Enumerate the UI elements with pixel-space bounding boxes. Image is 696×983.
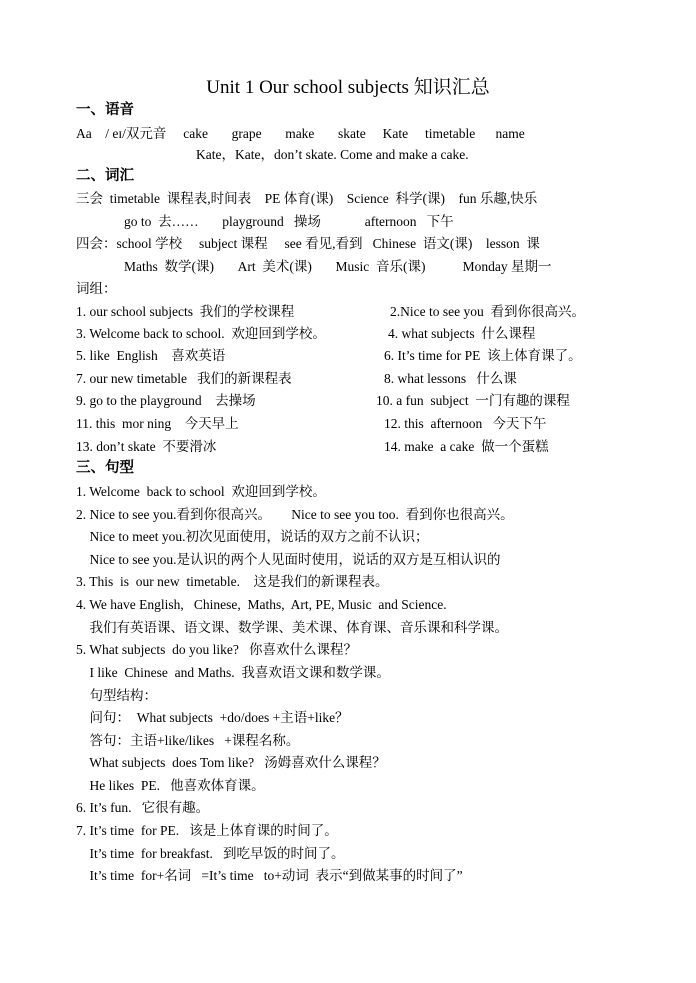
phrase-row — [0, 324, 696, 344]
phrase-right: 14. make a cake 做一个蛋糕 — [384, 439, 549, 454]
phrase-right: 10. a fun subject 一门有趣的课程 — [376, 393, 570, 408]
phrases-heading: 词组： — [76, 281, 117, 296]
sihui-line-1: 四会：school 学校 subject 课程 see 看见,看到 Chinese 语文(课) lesson 课 — [76, 236, 540, 251]
phrase-row — [0, 414, 696, 434]
sentence-line: 答句：主语+like/likes +课程名称。 — [76, 733, 300, 748]
sentence-line: 7. It’s time for PE. 该是上体育课的时间了。 — [76, 823, 338, 838]
sentence-line: 3. This is our new timetable. 这是我们的新课程表。 — [76, 574, 389, 589]
phonics-chant: Kate，Kate，don’t skate. Come and make a cake. — [196, 147, 469, 162]
sentence-line: It’s time for+名词 =It’s time to+动词 表示“到做某事的时间了” — [76, 868, 463, 883]
sentence-line: What subjects does Tom like? 汤姆喜欢什么课程？ — [76, 755, 386, 770]
sentence-line: I like Chinese and Maths. 我喜欢语文课和数学课。 — [76, 665, 390, 680]
sanhui-line-1: 三会 timetable 课程表,时间表 PE 体育(课) Science 科学(课) fun 乐趣,快乐 — [76, 191, 538, 206]
phrase-right: 2.Nice to see you 看到你很高兴。 — [390, 304, 585, 319]
sentence-line: 2. Nice to see you.看到你很高兴。 Nice to see you too. 看到你也很高兴。 — [76, 507, 514, 522]
sentence-line: 6. It’s fun. 它很有趣。 — [76, 800, 210, 815]
sentence-line: 5. What subjects do you like? 你喜欢什么课程？ — [76, 642, 357, 657]
sentence-line: 4. We have English, Chinese, Maths, Art, PE, Music and Science. — [76, 597, 447, 612]
phrase-left: 3. Welcome back to school. 欢迎回到学校。 — [76, 326, 326, 341]
section-heading-phonics: 一、语音 — [76, 102, 134, 118]
sentence-line: 句型结构： — [76, 688, 157, 703]
phrase-right: 8. what lessons 什么课 — [384, 371, 517, 386]
page-title: Unit 1 Our school subjects 知识汇总 — [206, 77, 490, 98]
phrase-left: 1. our school subjects 我们的学校课程 — [76, 304, 295, 319]
sentence-line: 问句： What subjects +do/does +主语+like？ — [76, 710, 349, 725]
phrase-row — [0, 302, 696, 322]
sentence-line: Nice to meet you.初次见面使用，说话的双方之前不认识； — [76, 529, 429, 544]
phrase-row — [0, 437, 696, 457]
sentence-line: It’s time for breakfast. 到吃早饭的时间了。 — [76, 846, 345, 861]
phrase-right: 12. this afternoon 今天下午 — [384, 416, 547, 431]
phrase-left: 9. go to the playground 去操场 — [76, 393, 256, 408]
phrase-right: 4. what subjects 什么课程 — [388, 326, 536, 341]
phrase-right: 6. It’s time for PE 该上体育课了。 — [384, 348, 582, 363]
phrase-left: 7. our new timetable 我们的新课程表 — [76, 371, 292, 386]
sentence-line: 我们有英语课、语文课、数学课、美术课、体育课、音乐课和科学课。 — [76, 620, 508, 635]
section-heading-vocabulary: 二、词汇 — [76, 168, 134, 184]
phonics-line: Aa / eɪ/双元音 cake grape make skate Kate timetable name — [76, 126, 525, 141]
phrase-left: 13. don’t skate 不要滑冰 — [76, 439, 217, 454]
sihui-line-2: Maths 数学(课) Art 美术(课) Music 音乐(课) Monday 星期一 — [124, 259, 552, 274]
phrase-row — [0, 391, 696, 411]
phrase-row — [0, 346, 696, 366]
sentence-line: 1. Welcome back to school 欢迎回到学校。 — [76, 484, 326, 499]
phrase-row — [0, 369, 696, 389]
sentence-line: Nice to see you.是认识的两个人见面时使用，说话的双方是互相认识的 — [76, 552, 501, 567]
section-heading-sentences: 三、句型 — [76, 460, 134, 476]
phrase-left: 5. like English 喜欢英语 — [76, 348, 226, 363]
sanhui-line-2: go to 去…… playground 操场 afternoon 下午 — [124, 214, 454, 229]
sentence-line: He likes PE. 他喜欢体育课。 — [76, 778, 265, 793]
phrase-left: 11. this mor ning 今天早上 — [76, 416, 239, 431]
